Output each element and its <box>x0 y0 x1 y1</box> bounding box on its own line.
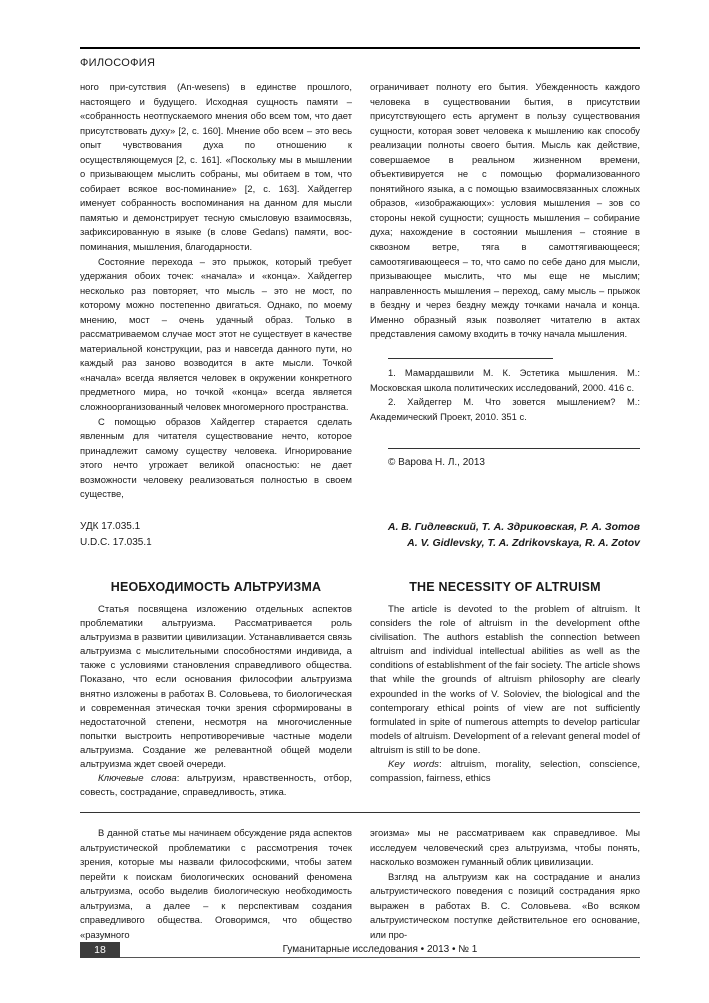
article1-paragraph: ограничивает полноту его бытия. Убежденность каждого человека в существовании бытия, в присутствии присутствующего есть аргумент в пользу существования сущности, которая зовет человека к мышлению как способу реализации полноты своего бытия. Мысль как действие, совершаемое в реальном жизненном времени, объективируется не с помощью формализованного понятийного языка, а с помощью взаимосвязанных сложных образов, «изображающих»: условия мышления – зов со стороны некой сущности; сущность мышления – собирание духа; нахождение в состоянии мышления – стояние в сквозном ветре, тяга в самоттягивающееся; самоотягивающееся – то, что само по себе дано для мысли, призывающее мыслить, что мы еще не мыслим; направленность мышления – переход, саму мысль – прыжок в бездну и через бездну между точками начала и конца. Именно образный язык позволяет читателю в актах представления самому входить в точку начала мышления. <box>370 81 640 340</box>
udk-ru: УДК 17.035.1 <box>80 521 141 532</box>
body-left-column <box>80 826 352 942</box>
keywords-ru-label: Ключевые слова <box>98 773 177 785</box>
authors-block <box>388 519 640 551</box>
footnote: 2. Хайдеггер М. Что зовется мышлением? М.: Академический Проект, 2010. 351 с. <box>370 396 640 422</box>
udk-en: U.D.C. 17.035.1 <box>80 537 152 548</box>
keywords-ru-text: : альтруизм, нравственность, отбор, совесть, сострадание, справедливость, этика. <box>80 773 352 799</box>
body-paragraph: В данной статье мы начинаем обсуждение ряда аспектов альтруистической проблематики с рассмотрения точек зрения, которые мы назвали философскими, чтобы затем перейти к поискам биологических оснований феномена альтруизма, особо выделив биологическую необходимость альтруизма, а далее – к перспективам создания справедливого общества. Оговоримся, что общество «разумного <box>80 827 352 940</box>
keywords-ru <box>80 772 352 800</box>
abstract-ru <box>80 603 352 800</box>
authors-ru: А. В. Гидлевский, Т. А. Здриковская, Р. А. Зотов <box>387 521 640 533</box>
footnote: 1. Мамардашвили М. К. Эстетика мышления. М.: Московская школа политических исследований, 2000. 416 с. <box>370 367 640 393</box>
page-number: 18 <box>80 942 120 958</box>
udk-block <box>80 519 152 551</box>
article-title-en: THE NECESSITY OF ALTRUISM <box>409 580 601 594</box>
article-title-ru: НЕОБХОДИМОСТЬ АЛЬТРУИЗМА <box>110 580 322 594</box>
abstract-en-text: The article is devoted to the problem of altruism. It considers the role of altruism in the development ofthe civilisation. The authors establish the connection between altruism and individual intellectual abilities as well as the conditions of establishment of the fair society. The article shows that while the grounds of altruism philosophy are clearly expounded in the works of V. Soloviev, the biological and the contemporary ethical points of view are not sufficiently formulated in spite of numerous attempts to develop particular models of altruism. Development of a relevant general model of altruism is still to be done. <box>370 604 641 756</box>
footnote-rule <box>388 358 553 359</box>
article1-paragraph: ного при-сутствия (An-wesens) в единстве прошлого, настоящего и будущего. Исходная сущность памяти – «собранность неотпускаемого мнения обо всем том, что дает присутствовать духу» [2, с. 160]. Мнение обо всем – это весь опыт чувствования духа по отношению к осуществляющемуся [2, с. 161]. «Поскольку мы в мышлении о призывающем мыслить собраны, мы обитаем в том, что собирает всякое вос-поминание» [2, с. 163]. Хайдеггер именует собранность воспоминания на данном для мысли памятью и демонстрирует тесную смысловую взаимосвязь, зафиксированную в языке (в слове Gedans) памяти, вос-поминания, мышления, благодарности. <box>80 81 352 253</box>
keywords-en-label: Key words <box>388 759 439 771</box>
article1-paragraph: Состояние перехода – это прыжок, который требует удержания обоих точек: «начала» и «конца». Хайдеггер несколько раз повторяет, что мысль – это не мост, по которому можно постепенно двигаться. Однако, по моему мнению, мост – очень удачный образ. Только в рассматриваемом случае мост этот не существует в качестве материальной конструкции, раз и навсегда данного пути, но каждый раз заново возводится в акте мысли. Точкой «начала» всегда является человек в окружении конкретного предметного мира, но точкой «конца» всегда является сложноорганизованный человек многомерного пространства. <box>80 255 352 413</box>
footer-rule <box>120 957 640 958</box>
authors-en: A. V. Gidlevsky, T. A. Zdrikovskaya, R. A. Zotov <box>407 537 640 549</box>
header-rule <box>80 47 640 49</box>
body-paragraph: эгоизма» мы не рассматриваем как справедливое. Мы исследуем человеческий срез альтруизма, чтобы понять, насколько возможен гуманный облик цивилизации. <box>370 827 640 868</box>
body-paragraph: Взгляд на альтруизм как на сострадание и анализ альтруистического поведения с позиций сострадания ярко выражен в работах В. С. Соловьева. «Во всяком альтруистическом поступке действительное его основание, или про- <box>370 870 640 940</box>
body-rule <box>80 812 640 813</box>
article1-right-column <box>370 80 640 342</box>
article1-left-column <box>80 80 352 502</box>
copyright: © Варова Н. Л., 2013 <box>388 457 485 468</box>
keywords-en <box>370 758 640 786</box>
copyright-rule <box>388 448 640 449</box>
journal-footer: Гуманитарные исследования • 2013 • № 1 <box>282 944 478 955</box>
section-title: ФИЛОСОФИЯ <box>80 57 156 69</box>
abstract-en <box>370 603 640 786</box>
footnotes <box>370 366 640 424</box>
body-right-column <box>370 826 640 942</box>
keywords-en-text: : altruism, morality, selection, conscience, compassion, fairness, ethics <box>370 759 640 785</box>
abstract-ru-text: Статья посвящена изложению отдельных аспектов проблематики альтруизма. Рассматривается роль альтруизма в развитии цивилизации. Устанавливается связь альтруизма с мыслительными способностями индивида, а также с условиями становления справедливого общества. Показано, что если основания философии альтруизма внятно изложены в работах В. Соловьева, то биологическая и современная этическая точки зрения сформированы в недостаточной степени, несмотря на многочисленные попытки выстроить непротиворечивые частные модели альтруизма. Создание же релевантной общей модели альтруизма ждет своей очереди. <box>80 604 352 771</box>
article1-paragraph: С помощью образов Хайдеггер старается сделать явленным для читателя существование нечто, которое принадлежит самому существу человека. Игнорирование этого нечто угрожает великой опасностью: не дает возможности человеку реализоваться полностью в своем существе, <box>80 415 352 500</box>
